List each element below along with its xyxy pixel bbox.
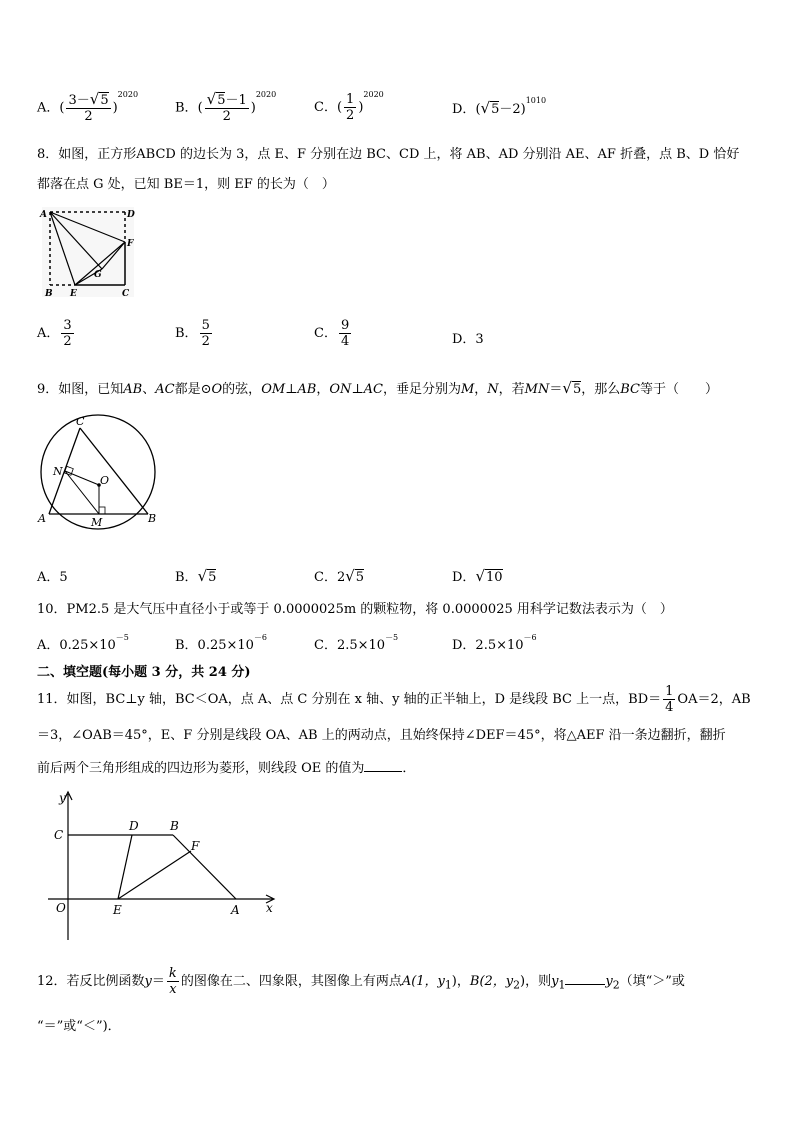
q9-label-c: C [76, 415, 85, 428]
q11-text-line3: 前后两个三角形组成的四边形为菱形，则线段 OE 的值为 ． [37, 761, 416, 776]
q8-option-c: C． $\frac{9}{4}$ [314, 318, 350, 349]
q9-option-d: D．√10 [452, 567, 503, 585]
q11-label-e: E [113, 903, 122, 917]
q9-label-o: O [100, 474, 110, 487]
q11-axis-x: x [266, 901, 273, 915]
q9-label-a: A [38, 512, 46, 525]
q9-option-a: A．5 [37, 570, 68, 585]
q10-option-b: B．$0.25\times 10^{-6}$ [175, 633, 268, 653]
q11-label-c: C [54, 828, 64, 842]
q10-option-a: A．$0.25\times 10^{-5}$ [37, 633, 129, 653]
q8-label-b: B [45, 289, 53, 299]
q9-text: 9．如图，已知AB、AC都是⊙O的弦，OM⊥AB，ON⊥AC，垂足分别为M，N，若MN＝√5，那么BC等于（ ） [37, 379, 718, 397]
q8-option-d: D．3 [452, 332, 484, 347]
q11-answer-blank[interactable] [364, 759, 402, 772]
q8-option-a: A． $\frac{3}{2}$ [37, 318, 72, 349]
q10-option-c: C．$2.5\times 10^{-5}$ [314, 633, 399, 653]
q10-text: 10．PM2.5 是大气压中直径小于或等于 0.0000025m 的颗粒物，将 0.0000025 用科学记数法表示为（ ） [37, 602, 673, 617]
q9-option-b: B．√5 [175, 567, 217, 585]
q11-label-b: B [170, 819, 179, 833]
q10-option-d: D．$2.5\times 10^{-6}$ [452, 633, 537, 653]
q7-option-c: C．( $\frac{1}{2}$ )$^{2020}$ [314, 90, 384, 123]
q8-text-line2: 都落在点 G 处，已知 BE＝1，则 EF 的长为（ ） [37, 177, 335, 192]
q11-figure [48, 788, 283, 943]
q11-text-line2: ＝3，∠OAB＝45°，E、F 分别是线段 OA、AB 上的两动点，且始终保持∠DEF＝45°，将△AEF 沿一条边翻折，翻折 [37, 728, 726, 743]
q11-text-line1: 11．如图，BC⊥y 轴，BC＜OA，点 A、点 C 分别在 x 轴、y 轴的正半轴上，D 是线段 BC 上一点，BD＝ $\frac{1}{4}$ OA＝2，AB [37, 684, 751, 715]
q8-label-f: F [127, 239, 134, 249]
q9-label-b: B [148, 512, 157, 525]
q9-figure [36, 412, 166, 532]
q7-option-d: D．$(√5-2)^{1010}$ [452, 96, 547, 117]
q8-option-b: B． $\frac{5}{2}$ [175, 318, 210, 349]
q8-label-d: D [127, 210, 135, 220]
q11-label-d: D [129, 819, 139, 833]
q8-label-e: E [70, 289, 77, 299]
q12-text-line2: “＝”或“＜”)． [37, 1019, 121, 1034]
q12-text-line1: 12．若反比例函数y＝ $\frac{k}{x}$ 的图像在二、四象限，其图像上有两点A(1，$y_1$)，B(2，$y_2$)，则$y_1$ $y_2$（填“＞”或 [37, 966, 685, 997]
q11-label-a: A [231, 903, 240, 917]
q8-text-line1: 8．如图，正方形ABCD 的边长为 3，点 E、F 分别在边 BC、CD 上，将 AB、AD 分别沿 AE、AF 折叠，点 B、D 恰好 [37, 147, 740, 162]
q11-label-f: F [191, 839, 200, 853]
q9-option-c: C．2√5 [314, 567, 365, 585]
q9-label-n: N [53, 465, 63, 478]
q8-label-g: G [94, 270, 102, 280]
q7-option-b: B．( $\frac{√5-1}{2}$ )$^{2020}$ [175, 90, 277, 124]
q7-option-a: A．( $\frac{3-√5}{2}$ )$^{2020}$ [37, 90, 139, 124]
q8-label-a: A [40, 210, 47, 220]
q8-figure [38, 205, 138, 300]
q11-axis-y: y [59, 791, 66, 805]
q8-label-c: C [122, 289, 130, 299]
section-title: 二、填空题(每小题 3 分，共 24 分) [37, 665, 251, 680]
q12-answer-blank[interactable] [565, 972, 605, 985]
q11-label-o: O [56, 901, 66, 915]
q9-label-m: M [91, 516, 103, 529]
